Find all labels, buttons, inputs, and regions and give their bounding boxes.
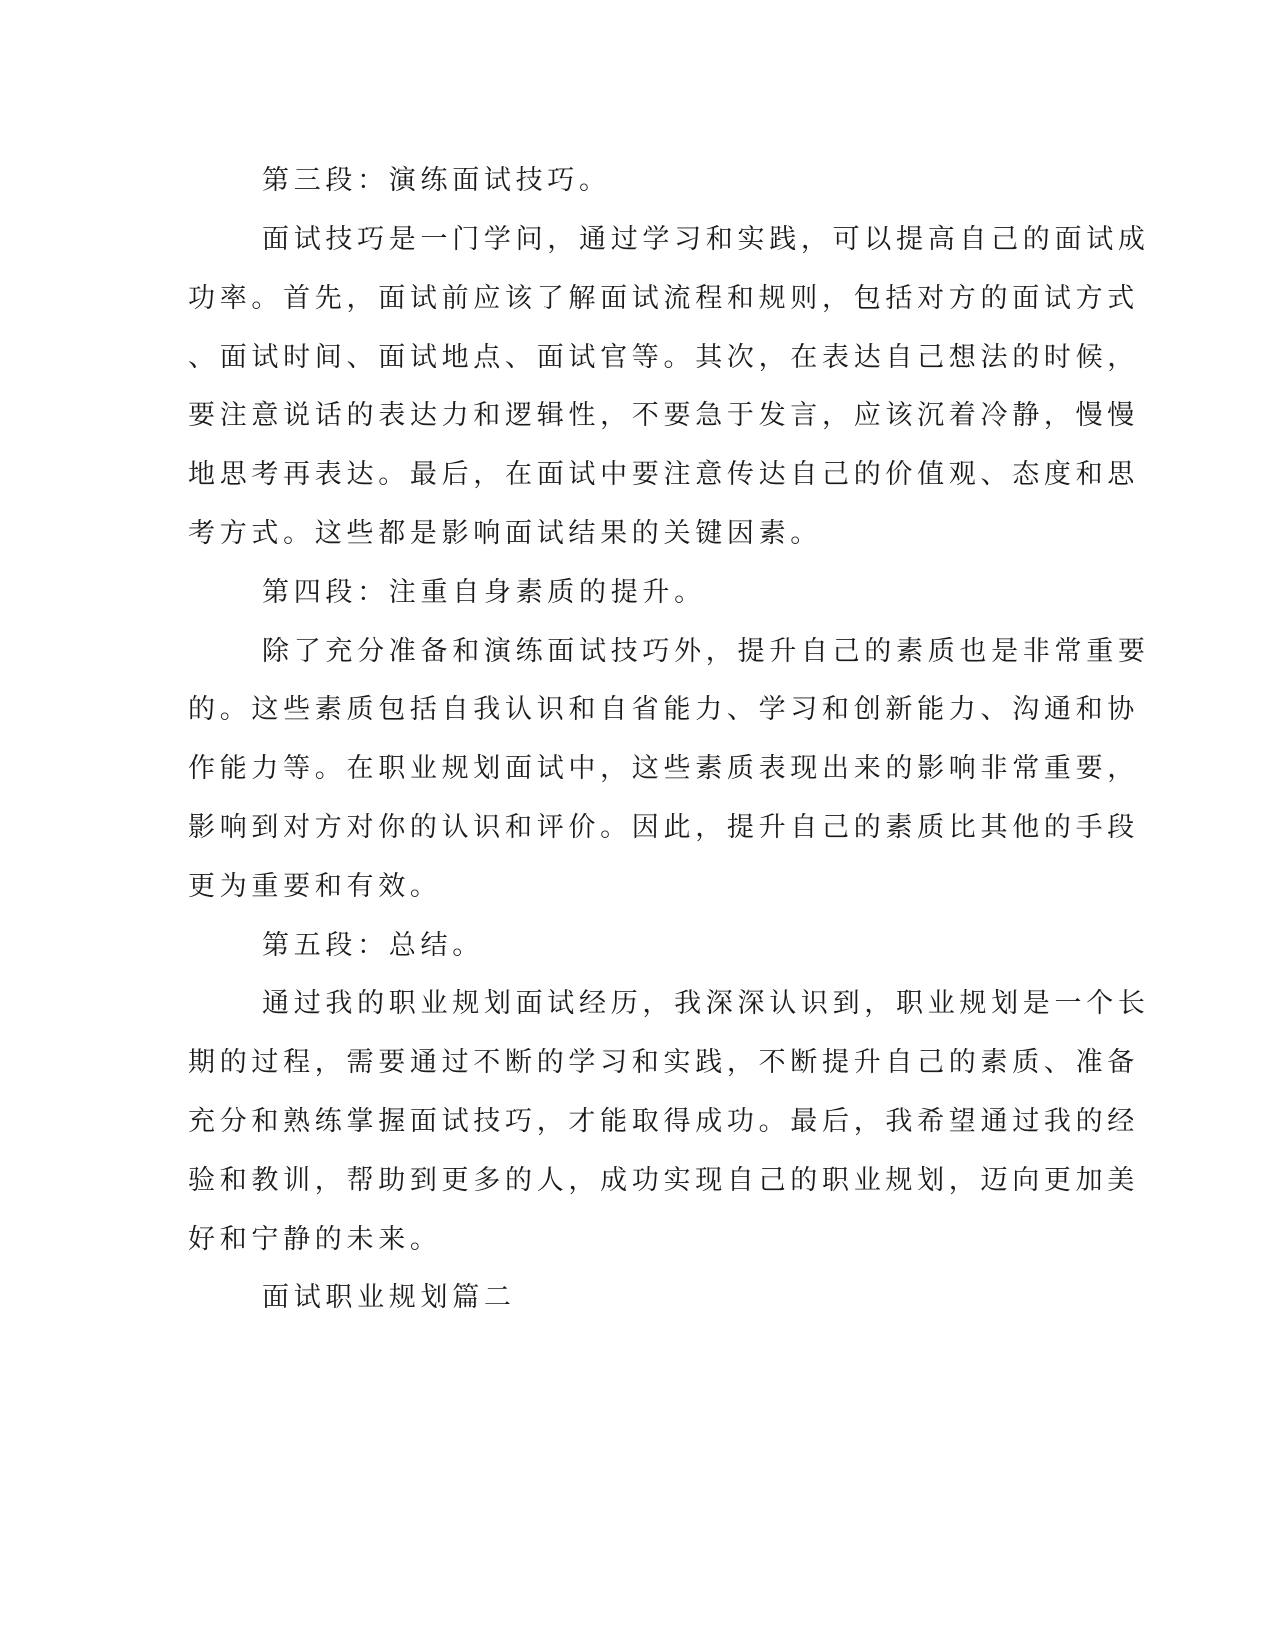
section-heading-5: 第五段：总结。 — [262, 930, 484, 961]
paragraph-line: 更为重要和有效。 — [188, 871, 442, 902]
paragraph-line: 期的过程，需要通过不断的学习和实践，不断提升自己的素质、准备 — [188, 1047, 1139, 1078]
section-heading-3: 第三段：演练面试技巧。 — [262, 165, 611, 196]
paragraph-line: 影响到对方对你的认识和评价。因此，提升自己的素质比其他的手段 — [188, 812, 1139, 843]
paragraph-line: 充分和熟练掌握面试技巧，才能取得成功。最后，我希望通过我的经 — [188, 1106, 1139, 1137]
paragraph-line: 地思考再表达。最后，在面试中要注意传达自己的价值观、态度和思 — [188, 459, 1139, 490]
paragraph-line: 通过我的职业规划面试经历，我深深认识到，职业规划是一个长 — [262, 988, 1150, 1019]
paragraph-line: 功率。首先，面试前应该了解面试流程和规则，包括对方的面试方式 — [188, 283, 1139, 314]
paragraph-line: 的。这些素质包括自我认识和自省能力、学习和创新能力、沟通和协 — [188, 694, 1139, 725]
paragraph-line: 、面试时间、面试地点、面试官等。其次，在表达自己想法的时候， — [188, 342, 1139, 373]
paragraph-line: 要注意说话的表达力和逻辑性，不要急于发言，应该沉着冷静，慢慢 — [188, 400, 1139, 431]
paragraph-line: 面试技巧是一门学问，通过学习和实践，可以提高自己的面试成 — [262, 224, 1150, 255]
paragraph-line: 好和宁静的未来。 — [188, 1224, 442, 1255]
paragraph-line: 作能力等。在职业规划面试中，这些素质表现出来的影响非常重要， — [188, 753, 1139, 784]
section-heading-4: 第四段：注重自身素质的提升。 — [262, 577, 706, 608]
paragraph-line: 考方式。这些都是影响面试结果的关键因素。 — [188, 518, 822, 549]
paragraph-line: 除了充分准备和演练面试技巧外，提升自己的素质也是非常重要 — [262, 636, 1150, 667]
paragraph-line: 验和教训，帮助到更多的人，成功实现自己的职业规划，迈向更加美 — [188, 1165, 1139, 1196]
next-article-title: 面试职业规划篇二 — [262, 1282, 516, 1313]
